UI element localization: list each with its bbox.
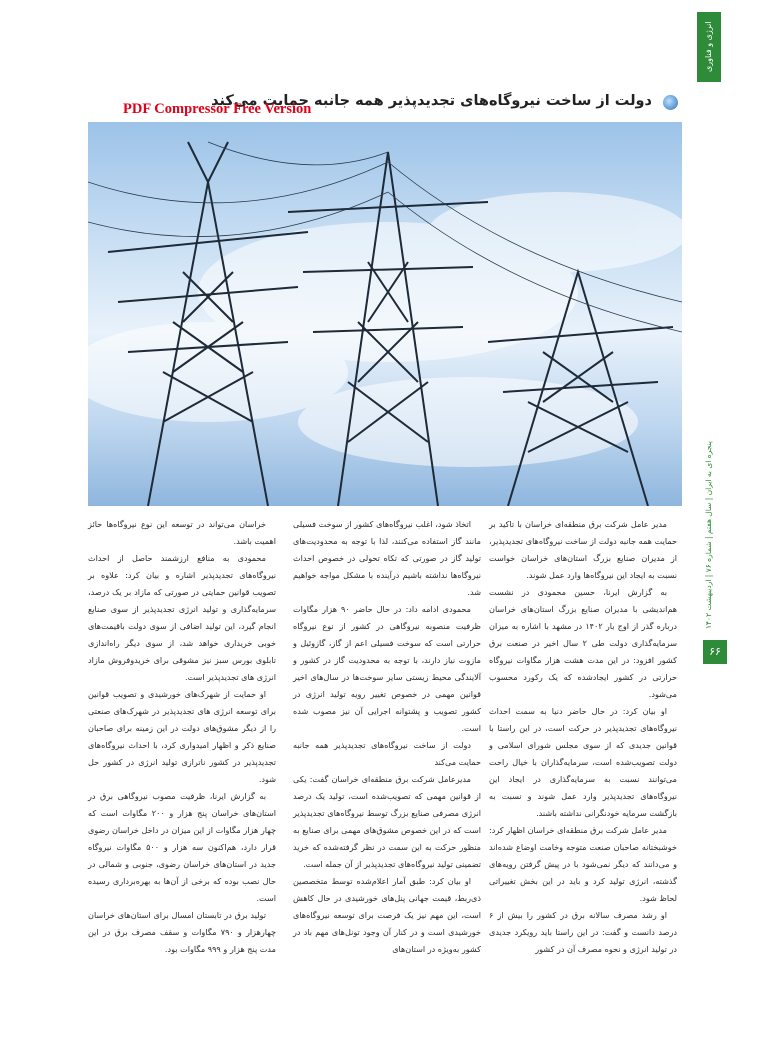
paragraph: او بیان کرد: طبق آمار اعلام‌شده توسط متخصصین ذی‌ربط، قیمت جهانی پنل‌های خورشیدی در حال کاهش است، این مهم نیز یک فرصت برای توسعه نیروگاه‌های خورشیدی است و در کنار آن وجود تونل‌های مهم باد در کشور به‌ویژه در استان‌های <box>293 876 481 954</box>
paragraph: مدیر عامل شرکت برق منطقه‌ای خراسان با تاکید بر حمایت همه جانبه دولت از ساخت نیروگاه‌های تجدیدپذیر، از مدیران صنایع بزرگ استان‌های خراسان خواست نسبت به ایجاد این نیروگاه‌ها وارد عمل شوند. <box>489 519 677 580</box>
power-towers-photo <box>88 122 682 506</box>
paragraph: تولید برق در تابستان امسال برای استان‌های خراسان چهارهزار و ۷۹۰ مگاوات و سقف مصرف برق در این مدت پنج هزار و ۹۹۹ مگاوات بود. <box>88 910 276 954</box>
paragraph: او رشد مصرف سالانه برق در کشور را بیش از ۶ درصد دانست و گفت: در این راستا باید رویکرد جدیدی در تولید انرژی و نحوه مصرف آن در کشور <box>489 910 677 954</box>
magazine-issue-label: پنجره ای به ایران | سال هفتم | شماره ۷۶ | اردیبهشت ۱۴۰۲ <box>704 441 713 629</box>
paragraph: محمودی به منافع ارزشمند حاصل از احداث نیروگاه‌های تجدیدپذیر اشاره و بیان کرد: علاوه بر تصویب قوانین حمایتی در صورتی که مازاد بر یک درصد، سرمایه‌گذاری و تولید انرژی تجدیدپذیر از سوی صنایع انجام گیرد، این تولید اضافی از سوی دولت باقیمت‌های خوبی خریداری خواهد شد، از سوی دیگر راه‌اندازی تابلوی بورس سبز نیز مشوقی برای خریدوفروش مازاد انرژی های تجدیدپذیر است. <box>88 553 276 682</box>
bullet-globe-icon <box>663 95 678 110</box>
paragraph: مدیر عامل شرکت برق منطقه‌ای خراسان اظهار کرد: خوشبختانه صاحبان صنعت متوجه وخامت اوضاع شده‌اند و می‌دانند که دیگر نمی‌شود با در پیش گرفتن رویه‌های گذشته، انرژی تولید کرد و باید در این بخش تغییراتی لحاظ شود. <box>489 825 677 903</box>
paragraph: به گزارش ایرنا، ظرفیت مصوب نیروگاهی برق در استان‌های خراسان پنج هزار و ۲۰۰ مگاوات است که چهار هزار مگاوات از این میزان در داخل خراسان رضوی قرار دارد، هم‌اکنون سه هزار و ۵۰۰ مگاوات نیروگاه جدید در استان‌های خراسان رضوی، جنوبی و شمالی در حال نصب بوده که برخی از آن‌ها به بهره‌برداری رسیده است. <box>88 791 277 903</box>
page-number: ۶۶ <box>703 640 727 664</box>
paragraph: مدیرعامل شرکت برق منطقه‌ای خراسان گفت: یکی از قوانین مهمی که تصویب‌شده است، تولید یک درصد انرژی مصرفی صنایع بزرگ توسط نیروگاه‌های تجدیدپذیر است که در این خصوص مشوق‌های مهمی برای صنایع به منظور حرکت به این سمت در نظر گرفته‌شده که خرید تضمینی تولید نیروگاه‌های تجدیدپذیر از آن جمله است. <box>293 774 481 869</box>
watermark: PDF Compressor Free Version <box>123 101 312 117</box>
section-tab <box>697 12 721 82</box>
article-column-3 <box>88 516 276 958</box>
article-column-1 <box>489 516 677 958</box>
paragraph: دولت از ساخت نیروگاه‌های تجدیدپذیر همه جانبه حمایت می‌کند <box>293 740 481 767</box>
power-transmission-towers-icon <box>88 122 682 506</box>
paragraph: به گزارش ایرنا، حسین محمودی در نشست هم‌اندیشی با مدیران صنایع بزرگ استان‌های خراسان درباره گذر از اوج بار ۱۴۰۲ در مشهد با اشاره به میزان سرمایه‌گذاری دولت طی ۲ سال اخیر در صنعت برق کشور افزود: در این مدت هشت هزار مگاوات نیروگاه حرارتی در کشور ایجادشده که یک رکورد محسوب می‌شود. <box>489 587 677 699</box>
paragraph: او حمایت از شهرک‌های خورشیدی و تصویب قوانین برای توسعه انرژی های تجدیدپذیر در شهرک‌های صنعتی را از دیگر مشوق‌های دولت در این زمینه برای صاحبان صنایع ذکر و اظهار امیدواری کرد، با احداث نیروگاه‌های تجدیدپذیر در کشور ناترازی تولید انرژی در کشور حل شود. <box>88 689 276 784</box>
paragraph: او بیان کرد: در حال حاضر دنیا به سمت احداث نیروگاه‌های تجدیدپذیر در حرکت است، در این راستا با قوانین جدیدی که از سوی مجلس شورای اسلامی و دولت تصویب‌شده است، سرمایه‌گذاران با خیال راحت می‌توانند نسبت به سرمایه‌گذاری در ایجاد این نیروگاه‌های تجدیدپذیر وارد عمل شوند و نسبت به بازگشت سرمایه خودنگرانی نداشته باشند. <box>489 706 677 818</box>
paragraph: خراسان می‌تواند در توسعه این نوع نیروگاه‌ها حائز اهمیت باشد. <box>88 519 276 546</box>
paragraph: محمودی ادامه داد: در حال حاضر ۹۰ هزار مگاوات ظرفیت منصوبه نیروگاهی در کشور از نوع نیروگاه حرارتی است که سوخت فسیلی اعم از گاز، گازوئیل و مازوت نیاز دارند، با توجه به محدودیت گاز در کشور و آلایندگی محیط زیستی سایر سوخت‌ها در سال‌های اخیر قوانین مهمی در خصوص تغییر رویه تولید انرژی در کشور تصویب و پشتوانه اجرایی آن نیز مصوب شده است. <box>293 604 481 733</box>
section-tab-label: انرژی و فناوری <box>704 21 713 73</box>
article-column-2 <box>293 516 481 958</box>
article-title: دولت از ساخت نیروگاه‌های تجدیدپذیر همه جانبه حمایت می‌کند <box>211 93 652 109</box>
paragraph: اتخاذ شود، اغلب نیروگاه‌های کشور از سوخت فسیلی مانند گاز استفاده می‌کنند، لذا با توجه به محدودیت‌های تولید گاز در صورتی که تکاه تحولی در خصوص احداث نیروگاه‌ها نداشته باشیم درآینده با مشکل مواجه خواهیم شد. <box>293 519 481 597</box>
